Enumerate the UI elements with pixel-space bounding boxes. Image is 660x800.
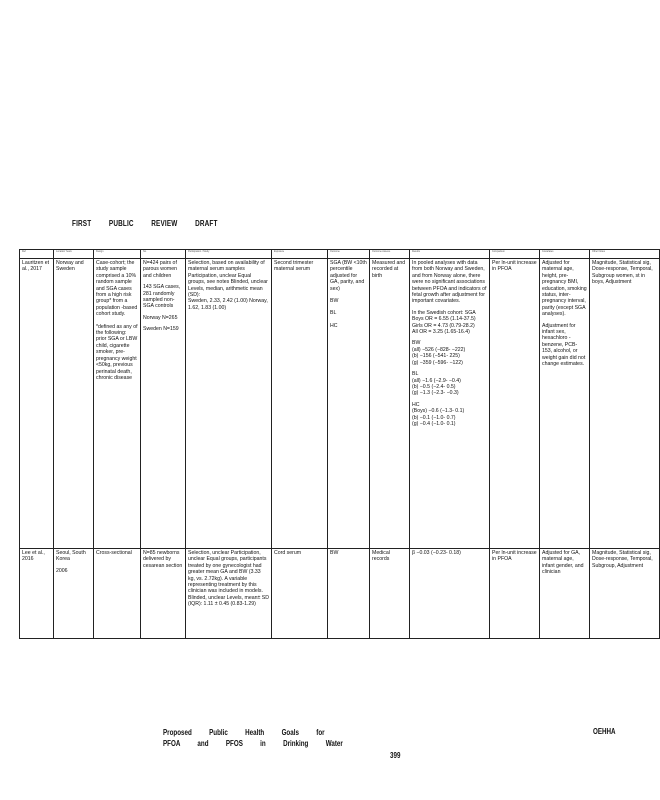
cell-assessment: Medical records <box>370 549 410 639</box>
cell-exposure: Cord serum <box>272 549 328 639</box>
col-header: Ref <box>20 250 54 259</box>
cell-notes: Magnitude, Statistical sig, Dose-response, Temporal, Subgroup, Adjustment <box>590 549 660 639</box>
col-header: Exposure <box>272 250 328 259</box>
cell-selection: Selection, based on availability of maternal serum samples Participation, unclear Equal groups, see notes Blinded, unclear Levels, median, arithmetic mean (SD): Sweden, 2.33, 2.42 (1.00) Norway, 1.62, 1.83 (1.00) <box>186 259 272 549</box>
cell-ref: Lee et al., 2016 <box>20 549 54 639</box>
cell-design: Case-cohort; the study sample comprised a 10% random sample and SGA cases from a high risk group* from a population -based cohort study. *defined as any of the following: prior SGA or LBW child, cigarette smoker, pre-pregnancy weight <50kg, previous perinatal death, chronic disease <box>94 259 141 549</box>
footer-org: OEHHA <box>593 727 616 736</box>
col-header: Outcome Assess. <box>370 250 410 259</box>
header-word-public: PUBLIC <box>108 219 134 228</box>
header-word-review: REVIEW <box>151 219 178 228</box>
footer-title <box>163 727 343 749</box>
col-header: No. <box>141 250 186 259</box>
cell-comparison: Per ln-unit increase in PFOA <box>490 549 540 639</box>
cell-outcome: BW <box>328 549 370 639</box>
col-header: Covariates <box>540 250 590 259</box>
header-word-draft: DRAFT <box>195 219 218 228</box>
footer-line-1: Proposed Public Health Goals for <box>163 728 325 737</box>
cell-notes: Magnitude, Statistical sig, Dose-response, Temporal, Subgroup women, st in boys, Adjustment <box>590 259 660 549</box>
table-row <box>20 259 660 549</box>
cell-ref: Lauritzen et al., 2017 <box>20 259 54 549</box>
cell-outcome: SGA (BW <10th percentile adjusted for GA, parity, and sex) BW BL HC <box>328 259 370 549</box>
footer-line-2: PFOA and PFOS in Drinking Water <box>163 739 343 748</box>
cell-location: Seoul, South Korea 2006 <box>54 549 94 639</box>
col-header: Location Years <box>54 250 94 259</box>
cell-selection: Selection, unclear Participation, unclear Equal groups, participants treated by one gynecologist had greater mean GA and BW (3.33 kg, vs. 2.72kg). A variable representing treatment by this clinician was included in models. Blinded, unclear Levels, mean± SD (IQR): 1.11 ± 0.45 (0.83-1.29) <box>186 549 272 639</box>
col-header: Participation / Study <box>186 250 272 259</box>
col-header: Other Notes <box>590 250 660 259</box>
col-header: Outcome <box>328 250 370 259</box>
cell-n: N=424 pairs of parous women and children 143 SGA cases, 281 randomly sampled non-SGA controls Norway N=265 Sweden N=159 <box>141 259 186 549</box>
col-header: Results <box>410 250 490 259</box>
table-row <box>20 549 660 639</box>
cell-n: N=85 newborns delivered by cesarean section <box>141 549 186 639</box>
table-header-row <box>20 250 660 259</box>
cell-results: β −0.03 (−0.23- 0.18) <box>410 549 490 639</box>
col-header: Design <box>94 250 141 259</box>
page-number: 399 <box>390 751 401 760</box>
header-word-first: FIRST <box>72 219 92 228</box>
cell-design: Cross-sectional <box>94 549 141 639</box>
cell-covariates: Adjusted for GA, maternal age, infant gender, and clinician <box>540 549 590 639</box>
cell-assessment: Measured and recorded at birth <box>370 259 410 549</box>
draft-header <box>72 219 235 228</box>
col-header: Comparison <box>490 250 540 259</box>
evidence-table <box>19 249 653 637</box>
cell-results: In pooled analyses with data from both Norway and Sweden, and from Norway alone, there were no significant associations between PFOA and indicators of fetal growth after adjustment for important covariates. In the Swedish cohort: SGA Boys OR = 6.55 (1.14-37.5) Girls OR = 4.73 (0.79-28.2) All OR = 3.25 (1.65-16.4) BW (all) −526 (−828- −222) (b) −156 (−541- 225) (g) −359 (−596- −122) BL (all) −1.6 (−2.9- −0.4) (b) −0.5 (−2.4- 0.5) (g) −1.3 (−2.3- −0.3) HC (Boys) −0.6 (−1.3- 0.1) (b) −0.1 (−1.0- 0.7) (g) −0.4 (−1.0- 0.1) <box>410 259 490 549</box>
cell-location: Norway and Sweden <box>54 259 94 549</box>
cell-covariates: Adjusted for maternal age, height, pre-pregnancy BMI, education, smoking status, inter-pregnancy interval, parity (except SGA analyses). Adjustment for infant sex, hexachloro - benzene, PCB-153, alcohol, or weight gain did not change estimates. <box>540 259 590 549</box>
cell-exposure: Second trimester maternal serum <box>272 259 328 549</box>
cell-comparison: Per ln-unit increase in PFOA <box>490 259 540 549</box>
